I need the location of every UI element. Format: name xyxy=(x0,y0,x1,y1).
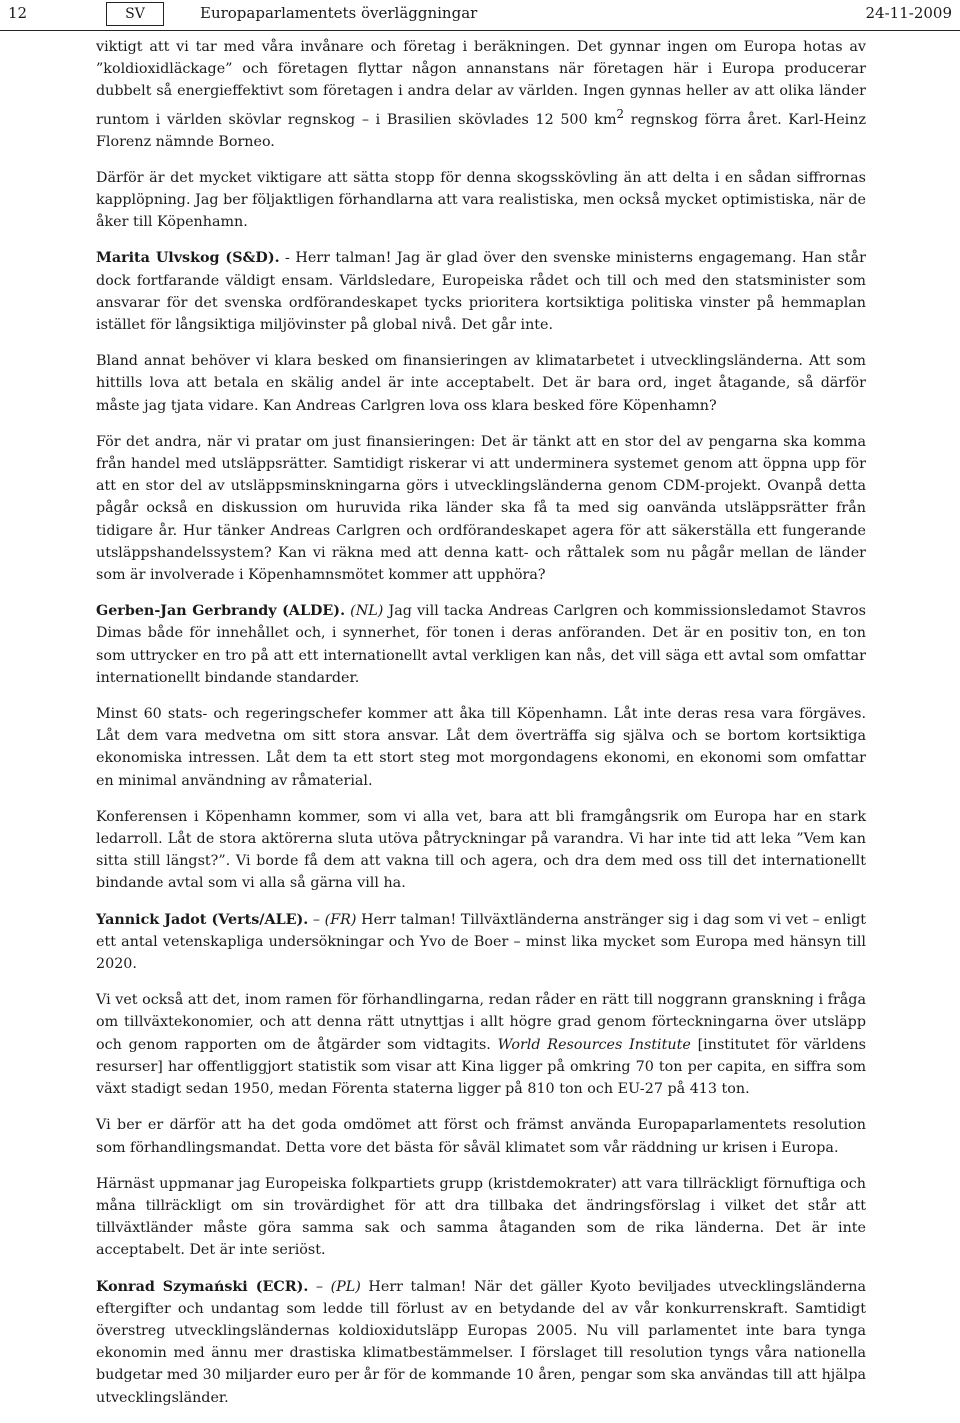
header-divider xyxy=(0,30,960,31)
paragraph: Vi ber er därför att ha det goda omdömet att först och främst använda Europaparlamentets resolution som förhandlingsmandat. Detta vore det bästa för såväl klimatet som vår räddning ur krisen i Europa. xyxy=(96,1117,866,1156)
running-title: Europaparlamentets överläggningar xyxy=(200,4,478,22)
speaker-name: Gerben-Jan Gerbrandy (ALDE). xyxy=(96,603,346,620)
speech-paragraph: Marita Ulvskog (S&D). - Herr talman! Jag är glad över den svenske ministerns engagemang. Han står dock fortfarande väldigt ensam. Världsledare, Europeiska rådet och till och med den statsminister som ansvarar för det svenska ordförandeskapet tycks prioritera kortsiktiga politiska vinster på hemmaplan istället för långsiktiga miljövinster på global nivå. Det går inte. xyxy=(96,250,866,333)
paragraph: Minst 60 stats- och regeringschefer kommer att åka till Köpenhamn. Låt inte deras resa vara förgäves. Låt dem vara medvetna om sitt stora ansvar. Låt dem överträffa sig själva och se bortom kortsiktiga ekonomiska intressen. Låt dem ta ett stort steg mot morgondagens ekonomi, en ekonomi som omfattar en minimal användning av råmaterial. xyxy=(96,706,866,789)
speaker-name: Marita Ulvskog (S&D). xyxy=(96,250,280,267)
page-number: 12 xyxy=(8,4,28,22)
document-body xyxy=(96,36,866,1423)
paragraph: Bland annat behöver vi klara besked om finansieringen av klimatarbetet i utvecklingsländerna. Att som hittills lova att betala en skälig andel är inte acceptabelt. Det är bara ord, inget åtagande, så därför måste jag tjata vidare. Kan Andreas Carlgren lova oss klara besked före Köpenhamn? xyxy=(96,353,866,414)
language-tag: – (PL) xyxy=(308,1278,361,1295)
speech-paragraph: Gerben-Jan Gerbrandy (ALDE). (NL) Jag vill tacka Andreas Carlgren och kommissionsledamot Stavros Dimas både för innehållet och, i synnerhet, för tonen i deras anföranden. Det är en positiv ton, en ton som uttrycker en tro på att ett internationellt avtal verkligen kan nås, det vill säga ett avtal som omfattar internationellt bindande standarder. xyxy=(96,603,866,686)
language-tag: (NL) xyxy=(345,603,384,620)
page-header xyxy=(0,0,960,30)
paragraph: Konferensen i Köpenhamn kommer, som vi alla vet, bara att bli framgångsrik om Europa har en stark ledarroll. Låt de stora aktörerna sluta utöva påtryckningar på varandra. Vi har inte tid att leka ”Vem kan sitta still längst?”. Vi borde få dem att vakna till och agera, och dra dem med oss till det internationellt bindande avtal som vi alla så gärna vill ha. xyxy=(96,808,866,892)
paragraph: För det andra, när vi pratar om just finansieringen: Det är tänkt att en stor del av pengarna ska komma från handel med utsläppsrätter. Samtidigt riskerar vi att underminera systemet genom att öppna upp för att en stor del av utsläppsminskningarna görs i utvecklingsländerna genom CDM-projekt. Ovanpå detta pågår också en diskussion om huruvida rika länder ska få ta med sig oanvända utsläppsrätter från tidigare år. Hur tänker Andreas Carlgren och ordförandeskapet agera för att säkerställa ett fungerande utsläppshandelssystem? Kan vi räkna med att denna katt- och råttalek som nu pågår mellan de länder som är involverade i Köpenhamnsmötet kommer att upphöra? xyxy=(96,433,866,584)
header-date: 24-11-2009 xyxy=(865,4,952,22)
paragraph: Vi vet också att det, inom ramen för förhandlingarna, redan råder en rätt till noggrann granskning i fråga om tillväxtekonomier, och att denna rätt utnyttjas i allt högre grad genom förteckningarna över utsläpp och genom rapporten om de åtgärder som vidtagits. World Resources Institute [institutet för världens resurser] har offentliggjort statistik som visar att Kina ligger på omkring 70 ton per capita, en siffra som växt stadigt sedan 1950, medan Förenta staterna ligger på 810 ton och EU-27 på 413 ton. xyxy=(96,992,866,1098)
speaker-name: Konrad Szymański (ECR). xyxy=(96,1278,309,1295)
paragraph: Därför är det mycket viktigare att sätta stopp för denna skogsskövling än att delta i en sådan siffrornas kapplöpning. Jag ber följaktligen förhandlarna att vara realistiska, men också mycket optimistiska, när de åker till Köpenhamn. xyxy=(96,169,866,231)
institute-name: World Resources Institute xyxy=(497,1036,691,1053)
speaker-name: Yannick Jadot (Verts/ALE). xyxy=(96,911,309,928)
language-box: SV xyxy=(106,2,164,26)
speech-paragraph: Yannick Jadot (Verts/ALE). – (FR) Herr talman! Tillväxtländerna anstränger sig i dag som vi vet – enligt ett antal vetenskapliga undersökningar och Yvo de Boer – minst lika mycket som Europa med hänsyn till 2020. xyxy=(96,911,867,973)
speech-paragraph: Konrad Szymański (ECR). – (PL) Herr talman! När det gäller Kyoto beviljades utvecklingsländerna eftergifter och undantag som ledde till förlust av en betydande del av vår konkurrenskraft. Samtidigt överstreg utvecklingsländernas koldioxidutsläpp Europas 2005. Nu vill parlamentet inte bara tynga ekonomin med ännu mer drastiska klimatbestämmelser. I förslaget till resolution tyngs våra nationella budgetar med 30 miljarder euro per år för de kommande 10 åren, pengar som ska användas till att hjälpa utvecklingsländer. xyxy=(96,1278,866,1406)
language-tag: – (FR) xyxy=(308,911,357,928)
paragraph: Härnäst uppmanar jag Europeiska folkpartiets grupp (kristdemokrater) att vara tillräckligt förnuftiga och måna tillräckligt om sin trovärdighet för att dra tillbaka det ändringsförslag i vilket det står att tillväxtländer måste göra samma sak och samma åtaganden som de rika länderna. Det är inte acceptabelt. Det är inte seriöst. xyxy=(96,1175,866,1259)
paragraph: viktigt att vi tar med våra invånare och företag i beräkningen. Det gynnar ingen om Europa hotas av ”koldioxidläckage” och företagen flyttar någon annanstans när företagen här i Europa producerar dubbelt så energieffektivt som företagen i andra delar av världen. Ingen gynnas heller av att olika länder runtom i världen skövlar regnskog – i Brasilien skövlades 12 500 $km^2$ regnskog förra året. Karl-Heinz Florenz nämnde Borneo. xyxy=(96,39,866,150)
